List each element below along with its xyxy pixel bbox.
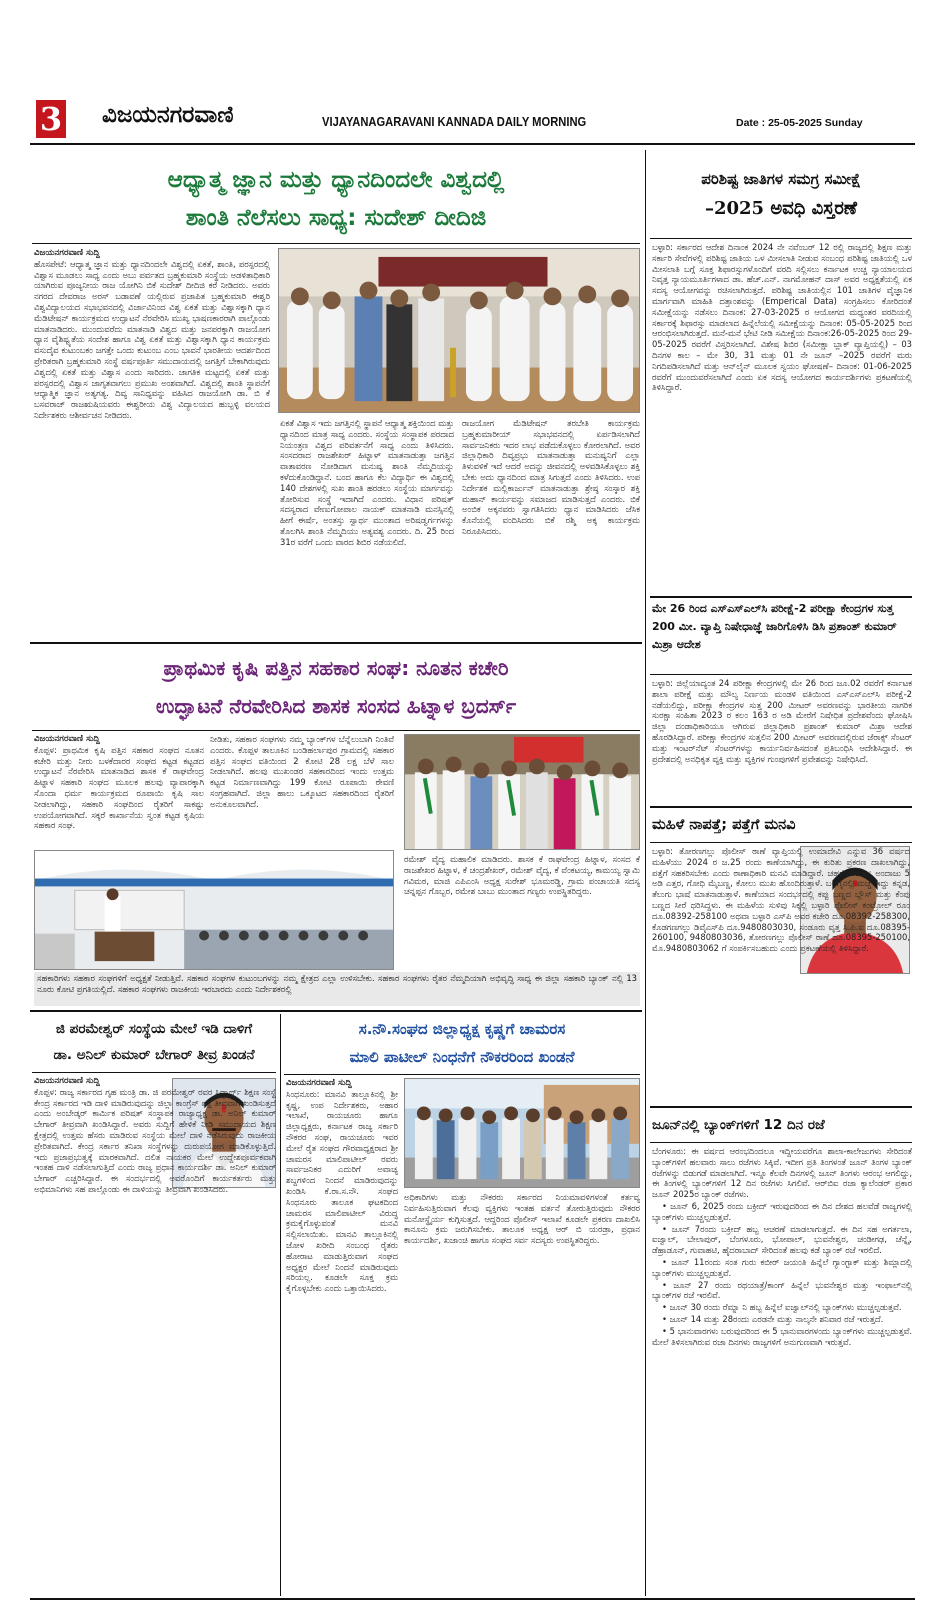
right4-headline-rule: [650, 1142, 912, 1143]
right3-headline-rule: [650, 842, 912, 843]
right1-headline-line1: ಪರಿಶಿಷ್ಟ ಜಾತಿಗಳ ಸಮಗ್ರ ಸಮೀಕ್ಷೆ: [701, 170, 861, 188]
story4-byline: ವಿಜಯನಗರವಾಣಿ ಸುದ್ದಿ: [286, 1078, 352, 1088]
story3-divider: [280, 1014, 281, 1596]
right3-headline: ಮಹಿಳೆ ನಾಪತ್ತೆ; ಪತ್ತೆಗೆ ಮನವಿ: [652, 817, 796, 833]
story3-byline: ವಿಜಯನಗರವಾಣಿ ಸುದ್ದಿ: [34, 1076, 100, 1086]
story2-headline-rule: [32, 730, 640, 731]
right1-headline-rule: [650, 238, 912, 239]
story4-col2-text: ಅಧಿಕಾರಿಗಳು ಮತ್ತು ನೌಕರರು ಸರ್ಕಾರದ ನಿಯಮಾವಳಿಗಳಂತೆ ಕರ್ತವ್ಯ ನಿರ್ವಹಿಸುತ್ತಿರುವಾಗ ಕೆಲವು ವ್ಯಕ್ತಿಗಳು ಇಂತಹ ವರ್ತನೆ ತೋರುತ್ತಿರುವುದು ನೌಕರರ ಮನೋಸ್ಥೈರ್ಯ ಕುಗ್ಗಿಸುತ್ತದೆ. ಆದ್ದರಿಂದ ಪೊಲೀಸ್ ಇಲಾಖೆ ಕೂಡಲೇ ಪ್ರಕರಣ ದಾಖಲಿಸಿ ಕಾನೂನು ಕ್ರಮ ಜರುಗಿಸಬೇಕು. ತಾಲೂಕ ಅಧ್ಯಕ್ಷ ಆರ್ ಬಿ ಯರಡ್ರಾ, ಪ್ರಧಾನ ಕಾರ್ಯದರ್ಶಿ, ಖಜಾಂಚಿ ಹಾಗೂ ಸಂಘದ ಸರ್ವ ಸದಸ್ಯರು ಉಪಸ್ಥಿತರಿದ್ದರು.: [404, 1192, 640, 1246]
paper-name-kannada: ವಿಜಯನಗರವಾಣಿ: [102, 102, 234, 128]
story2-col2: [210, 734, 394, 846]
story4-col1: [286, 1078, 398, 1596]
page-number-badge: 3: [36, 100, 66, 138]
masthead-rule: [30, 143, 915, 145]
right1-body-text: ಬಳ್ಳಾರಿ: ಸರ್ಕಾರದ ಆದೇಶ ದಿನಾಂಕ 2024 ನೇ ನವೆಂಬರ್ 12 ರಲ್ಲಿ ರಾಜ್ಯದಲ್ಲಿ ಶಿಕ್ಷಣ ಮತ್ತು ಸರ್ಕಾರಿ ಸೇವೆಗಳಲ್ಲಿ ಪರಿಶಿಷ್ಟ ಜಾತಿಯ ಒಳ ಮೀಸಲಾತಿ ನೀಡುವ ಸಂಬಂಧ ಪರಿಶಿಷ್ಟ ಜಾತಿಯಲ್ಲಿ ಒಳ ಮೀಸಲಾತಿ ಬಗ್ಗೆ ಸೂಕ್ತ ಶಿಫಾರಸ್ಸುಗಳೊಂದಿಗೆ ವರದಿ ಸಲ್ಲಿಸಲು ಕರ್ನಾಟಕ ಉಚ್ಚ ನ್ಯಾಯಾಲಯದ ನಿವೃತ್ತ ನ್ಯಾಯಮೂರ್ತಿಗಳಾದ ಡಾ. ಹೆಚ್.ಎನ್. ನಾಗಮೋಹನ್ ದಾಸ್ ಅವರ ಅಧ್ಯಕ್ಷತೆಯಲ್ಲಿ ಏಕ ಸದಸ್ಯ ಆಯೋಗವನ್ನು ರಚಿಸಲಾಗಿರುತ್ತದೆ. ಪರಿಶಿಷ್ಟ ಜಾತಿಯಲ್ಲಿನ 101 ಜಾತಿಗಳ ವೈಜ್ಞಾನಿಕ ಮಾರ್ಗವಾಗಿ ಮಾಹಿತಿ ದತ್ತಾಂಶವನ್ನು (Emperical Data) ಸಂಗ್ರಹಿಸಲು ಕೋರಿದಂತೆ ಸಮೀಕ್ಷೆಯನ್ನು ನಡೆಸಲು ದಿನಾಂಕ: 27-03-2025 ರ ಆಯೋಗದ ಮಧ್ಯಂತರ ವರದಿಯಲ್ಲಿ ಸರ್ಕಾರಕ್ಕೆ ಶಿಫಾರಸ್ಸು ಮಾಡಲಾದ ಹಿನ್ನೆಲೆಯಲ್ಲಿ ಸಮೀಕ್ಷೆಯನ್ನು ದಿನಾಂಕ: 05-05-2025 ರಿಂದ ಆರಂಭಿಸಲಾಗಿರುತ್ತದೆ. ಮನೆ-ಮನೆ ಭೇಟಿ ನೀಡಿ ಸಮೀಕ್ಷೆಯ ದಿನಾಂಕ:26-05-2025 ರಿಂದ 29-05-2025 ರವರೆಗೆ ವಿಸ್ತರಿಸಲಾಗಿದೆ. ವಿಶೇಷ ಶಿಬಿರ (ಸಮೀಕ್ಷಾ ಬ್ಲಾಕ್ ವ್ಯಾಪ್ತಿಯಲ್ಲಿ) – 03 ದಿನಗಳ ಕಾಲ – ಮೇ 30, 31 ಮತ್ತು 01 ನೇ ಜೂನ್ –2025 ರವರೆಗೆ ಮರು ನಿಗದಿಪಡಿಸಲಾಗಿದೆ ಮತ್ತು ಆನ್‌ಲೈನ್ ಮೂಲಕ ಸ್ವಯಂ ಘೋಷಣೆ– ದಿನಾಂಕ: 01-06-2025 ರವರೆಗೆ ಮುಂದುವರೆಸಲಾಗಿದೆ ಎಂದು ಏಕ ಸದಸ್ಯ ಆಯೋಗದ ಕಾರ್ಯದರ್ಶಿಗಳು ಪ್ರಕಟಣೆಯಲ್ಲಿ ತಿಳಿಸಿದ್ದಾರೆ.: [652, 242, 912, 393]
story4-col1-text: ಸಿಂಧನೂರು: ಮಾನವಿ ತಾಲ್ಲೂಕಿನಲ್ಲಿ ಶ್ರೀ ಕೃಷ್ಣ, ಉಪ ನಿರ್ದೇಶಕರು, ಅಹಾರ ಇಲಾಖೆ, ರಾಯಚೂರು ಹಾಗೂ ಜಿಲ್ಲಾಧ್ಯಕ್ಷರು, ಕರ್ನಾಟಕ ರಾಜ್ಯ ಸರ್ಕಾರಿ ನೌಕರರ ಸಂಘ, ರಾಯಚೂರು ಇವರ ಮೇಲೆ ರೈತ ಸಂಘದ ಗೌರವಾಧ್ಯಕ್ಷರಾದ ಶ್ರೀ ಚಾಮರಸ ಮಾಲಿಪಾಟೀಲ್ ರವರು ಸಾರ್ವಜನಿಕರ ಎದುರಿಗೆ ಅವಾಚ್ಯ ಶಬ್ದಗಳಿಂದ ನಿಂದನೆ ಮಾಡಿರುವುದನ್ನು ಖಂಡಿಸಿ ಕೆ.ರಾ.ಸ.ನೌ. ಸಂಘದ ಸಿಂಧನೂರು ತಾಲೂಕ ಘಟಕದಿಂದ ಚಾಮರಸ ಮಾಲಿಪಾಟೀಲ್ ವಿರುದ್ಧ ಕ್ರಮಕೈಗೊಳ್ಳುವಂತೆ ಮನವಿ ಸಲ್ಲಿಸಲಾಯಿತು. ಮಾನವಿ ತಾಲ್ಲೂಕಿನಲ್ಲಿ ಜೋಳ ಖರೀದಿ ಸಂಬಂಧ ರೈತರು ಹೋರಾಟ ಮಾಡುತ್ತಿರುವಾಗ ಸಂಘದ ಅಧ್ಯಕ್ಷರ ಮೇಲೆ ನಿಂದನೆ ಮಾಡಿರುವುದು ಸರಿಯಲ್ಲ. ಕೂಡಲೇ ಸೂಕ್ತ ಕ್ರಮ ಕೈಗೊಳ್ಳಬೇಕು ಎಂದು ಒತ್ತಾಯಿಸಿದರು.: [286, 1088, 398, 1294]
story1-col2-text: ಏಕತೆ ವಿಶ್ವಾಸ ಇದು ಜಗತ್ತಿನಲ್ಲಿ ಸ್ಥಾಪನೆ ಆಧ್ಯಾತ್ಮ ಶಕ್ತಿಯಿಂದ ಮತ್ತು ಧ್ಯಾನದಿಂದ ಮಾತ್ರ ಸಾಧ್ಯ ಎಂದರು. ಸಂಸ್ಥೆಯ ಸಂಸ್ಥಾಪಕ ಪರದಾದ ನಿಯಂತ್ರಣ ವಿಶ್ವದ ಪರಿವರ್ತನೆಗೆ ಸಾಧ್ಯ ಎಂದು ತಿಳಿಸಿದರು. ಸಂಸದರಾದ ರಾಜಶೇಖರ್ ಹಿಟ್ನಾಳ್ ಮಾತನಾಡುತ್ತಾ ಜಗತ್ತಿನ ವಾತಾವರಣ ನೋಡಿದಾಗ ಮನುಷ್ಯ ಶಾಂತಿ ನೆಮ್ಮದಿಯನ್ನು ಕಳೆದುಕೊಂಡಿದ್ದಾನೆ. ಬಂದ ಹಾಗೂ ಕೆಲ ವಿದ್ಯಾರ್ಥಿ ಈ ವಿಶ್ವದಲ್ಲಿ 140 ದೇಶಗಳಲ್ಲಿ ಸುಖ ಶಾಂತಿ ಹರಡಲು ಸಂಸ್ಥೆಯ ಮಾರ್ಗವನ್ನು ತೋರಿಸುವ ಸಂಸ್ಥೆ ಇದಾಗಿದೆ ಎಂದರು. ವಿಧಾನ ಪರಿಷತ್ ಸದಸ್ಯರಾದ ವೇಣುಗೋಪಾಲ ನಾಯಕ್ ಮಾತನಾಡಿ ಮನಸ್ಸಿನಲ್ಲಿ ಹೀಗೆ ಈರ್ಷೆ, ಅಂತಸ್ತು ಸ್ವಾರ್ಥ ಮುಂತಾದ ಅರಿಷಡ್ವರ್ಗಗಳನ್ನು ತೊಲಗಿಸಿ ಶಾಂತಿ ನೆಮ್ಮದಿಯು ಅತ್ಯವಶ್ಯ ಎಂದರು. ದಿ. 25 ರಿಂದ 31ರ ವರೆಗೆ ಒಂದು ವಾರದ ಶಿಬಿರ ನಡೆಯಲಿದೆ.: [280, 418, 454, 547]
story1-col1: [34, 248, 270, 638]
story3-headline: [32, 1014, 276, 1070]
bank-holiday-item: • 5 ಭಾನುವಾರಗಳು ಬರುವುದರಿಂದ ಈ 5 ಭಾನುವಾರಗಳಂದು ಬ್ಯಾಂಕ್‌ಗಳು ಮುಚ್ಚಲ್ಪಡುತ್ತವೆ. ಮೇಲೆ ತಿಳಿಸಲಾಗಿರುವ ರಜಾ ದಿನಗಳು ರಾಜ್ಯಗಳಿಗೆ ಅನುಗುಣವಾಗಿ ಇರುತ್ತವೆ.: [652, 1325, 912, 1347]
right1-body: [652, 242, 912, 594]
bank-holiday-item: • ಜೂನ್ 30 ರಂದು ರೆಮ್ನಾ ನಿ ಹಬ್ಬ ಹಿನ್ನೆಲೆ ಐಜ್ವಾಲ್‌ನಲ್ಲಿ ಬ್ಯಾಂಕ್‌ಗಳು ಮುಚ್ಚಲ್ಪಡುತ್ತವೆ.: [662, 1302, 902, 1313]
issue-date: Date : 25-05-2025 Sunday: [736, 117, 863, 129]
story2-photo-right: [404, 734, 640, 850]
right2-headline-text: ಮೇ 26 ರಿಂದ ಎಸ್‌ಎಸ್‌ಎಲ್‌ಸಿ ಪರೀಕ್ಷೆ-2 ಪರೀಕ್ಷಾ ಕೇಂದ್ರಗಳ ಸುತ್ತ 200 ಮೀ. ವ್ಯಾಪ್ತಿ ನಿಷೇಧಾಜ್ಞೆ ಜಾರಿಗೊಳಿಸಿ ಡಿಸಿ ಪ್ರಶಾಂತ್ ಕುಮಾರ್ ಮಿಶ್ರಾ ಆದೇಶ: [652, 602, 897, 651]
page-bottom-rule: [30, 1598, 915, 1600]
bank-holiday-item: • ಜೂನ್ 6, 2025 ರಂದು ಬಕ್ರೀದ್ ಇರುವುದರಿಂದ ಈ ದಿನ ದೇಶದ ಹಲವೆಡೆ ರಾಜ್ಯಗಳಲ್ಲಿ ಬ್ಯಾಂಕ್‌ಗಳು ಮುಚ್ಚಲ್ಪಡುತ್ತವೆ.: [652, 1200, 912, 1222]
bank-holiday-item: • ಜೂನ್ 27 ರಂದು ರಥಯಾತ್ರೆ/ಕಾಂಗ್ ಹಿನ್ನೆಲೆ ಭುವನೇಶ್ವರ ಮತ್ತು ಇಂಫಾಲ್‌ನಲ್ಲಿ ಬ್ಯಾಂಕ್‌ಗಳ ರಜೆ ಇರಲಿವೆ.: [652, 1279, 912, 1301]
story1-col3-text: ರಾಜಯೋಗ ಮೆಡಿಟೇಷನ್ ತರಬೇತಿ ಕಾರ್ಯಕ್ರಮ ಬ್ರಹ್ಮಕುಮಾರೀಯ್ ಸಭಾಭವನದಲ್ಲಿ ಏರ್ಪಡಿಸಲಾಗಿದೆ ಸಾರ್ವಜನಿಕರು ಇದರ ಲಾಭ ಪಡೆದುಕೊಳ್ಳಲು ಕೋರಲಾಗಿದೆ. ಅವರ ಜಿಲ್ಲಾಧಿಕಾರಿ ದಿವ್ಯಪ್ರಭು ಮಾತನಾಡುತ್ತಾ ಮನುಷ್ಯನಿಗೆ ಎಲ್ಲಾ ತಿಳುವಳಿಕೆ ಇದೆ ಆದರೆ ಅದನ್ನು ಜೀವನದಲ್ಲಿ ಅಳವಡಿಸಿಕೊಳ್ಳಲು ಶಕ್ತಿ ಬೇಕು ಅದು ಧ್ಯಾನದಿಂದ ಮಾತ್ರ ಸಿಗುತ್ತದೆ ಎಂದು ತಿಳಿಸಿದರು. ಉಪ ನಿರ್ದೇಶಕ ಮಲ್ಲಿಕಾರ್ಜುನ್ ಮಾತನಾಡುತ್ತಾ ಶ್ರೇಷ್ಠ ಸಂಸ್ಕಾರ ಶಕ್ತಿ ಮಹಾನ್ ಕಾರ್ಯವನ್ನು ಸಮಾಜದ ಮಾಡಿಸುತ್ತದೆ ಎಂದರು. ಬಿಕೆ ಅಂಬಿಕ ಅಕ್ಕನವರು ಸ್ವಾಗತಿಸಿದರು ಧ್ಯಾನ ಮಾಡಿಸಿದರು ಜೆಸಿಕ ಕೊನೆಯಲ್ಲಿ ವಂದಿಸಿದರು ಬಿಕೆ ರಶ್ಮಿ ಅಕ್ಕ ಕಾರ್ಯಕ್ರಮ ನಿರೂಪಿಸಿದರು.: [462, 418, 640, 536]
story3-body: [34, 1076, 276, 1596]
story1-headline-line2: ಶಾಂತಿ ನೆಲೆಸಲು ಸಾಧ್ಯ: ಸುದೇಶ್ ದೀದಿಜಿ: [185, 205, 487, 231]
story2-caption-text: ಸಹಕಾರಿಗಳು ಸಹಕಾರ ಸಂಘಗಳಿಗೆ ಅಧ್ಯಕ್ಷತೆ ನೀಡುತ್ತಿವೆ. ಸಹಕಾರ ಸಂಘಗಳ ಕುಟುಂಬಗಳನ್ನು ನಮ್ಮ ಕ್ಷೇತ್ರದ ಎಲ್ಲಾ ಉಳಿಸಬೇಕು. ಸಹಕಾರ ಸಂಘಗಳು ರೈತರ ನೆಮ್ಮದಿಯಾಗಿ ಅಭಿವೃದ್ಧಿ ಸಾಧ್ಯ ಈ ಜಿಲ್ಲಾ ಸಹಕಾರಿ ಬ್ಯಾಂಕ್ ನಲ್ಲಿ 13 ನೂರು ಕೋಟಿ ಪ್ರಗತಿಯಲ್ಲಿದೆ. ಸಹಕಾರ ಸಂಘಗಳು ರಾಜಕೀಯ ಇರಬಾರದು ಎಂದು ನಿರ್ದೇಶಕರಲ್ಲಿ: [37, 973, 637, 994]
bank-holiday-item: • ಜೂನ್ 7ರಂದು ಬಕ್ರೀದ್ ಹಬ್ಬ ಆಚರಣೆ ಮಾಡಲಾಗುತ್ತದೆ. ಈ ದಿನ ಸಹ ಅಗರ್ತಲಾ, ಐಜ್ವಾಲ್, ಬೇಲಾಪುರ್, ಬೆಂಗಳೂರು, ಭೋಪಾಲ್, ಭುವನೇಶ್ವರ, ಚಂಡೀಗಢ, ಚೆನ್ನೈ, ಡೆಹ್ರಾಡೂನ್, ಗುವಾಹಟಿ, ಹೈದರಾಬಾದ್ ಸೇರಿದಂತೆ ಹಲವು ಕಡೆ ಬ್ಯಾಂಕ್ ರಜೆ ಇರಲಿದೆ.: [652, 1223, 912, 1256]
story2-bottom-rule: [30, 1010, 642, 1012]
right4-headline: ಜೂನ್‌ನಲ್ಲಿ ಬ್ಯಾಂಕ್‌ಗಳಿಗೆ 12 ದಿನ ರಜೆ: [652, 1117, 825, 1133]
right2-top-rule: [650, 596, 912, 598]
story2-col3: [404, 854, 640, 970]
right3-body-text: ಬಳ್ಳಾರಿ: ತೋರಣಗಲ್ಲು ಪೊಲೀಸ್ ಠಾಣೆ ವ್ಯಾಪ್ತಿಯಲ್ಲಿ ಉಮಾದೇವಿ ಎನ್ನುವ 36 ವರ್ಷದ ಮಹಿಳೆಯು 2024 ರ ಜ.25 ರಂದು ಕಾಣೆಯಾಗಿದ್ದು, ಈ ಕುರಿತು ಪ್ರಕರಣ ದಾಖಲಾಗಿದ್ದು, ಪತ್ತೆಗೆ ಸಹಕರಿಸಬೇಕು ಎಂದು ಠಾಣಾಧಿಕಾರಿ ಮನವಿ ಮಾಡಿದ್ದಾರೆ. ಚಹರೆ ಗುರುತು: ಅಂದಾಜು 5 ಅಡಿ ಎತ್ತರ, ಗೋಧಿ ಮೈಬಣ್ಣ, ಕೋಲು ಮುಖ ಹೊಂದಿರುತ್ತಾಳೆ. ಬಲಗೈನಲ್ಲಿ ಮಚ್ಚೆ ಇದ್ದು ಕನ್ನಡ, ತೆಲುಗು ಭಾಷೆ ಮಾತನಾಡುತ್ತಾಳೆ. ಕಾಣೆಯಾದ ಸಂದರ್ಭದಲ್ಲಿ ಕಪ್ಪು ಬಣ್ಣದ ಬ್ಲೌಸ್ ಮತ್ತು ಕೆಂಪು ಬಣ್ಣದ ಸೀರೆ ಧರಿಸಿದ್ದಳು. ಈ ಮಹಿಳೆಯ ಸುಳಿವು ಸಿಕ್ಕಲ್ಲಿ ಬಳ್ಳಾರಿ ಪೊಲೀಸ್ ಕಂಟ್ರೋಲ್ ರೂಂ ದೂ.08392-258100 ಅಥವಾ ಬಳ್ಳಾರಿ ಎಸ್‌ಪಿ ಅವರ ಕಚೇರಿ ದೂ.08392-258300, ಕೊಡಗಣಗಲ್ಲು ಡಿವೈಎಸ್‌ಪಿ ದೂ.9480803030, ಸಂಡೂರು ವೃತ್ತ ಸಿ.ಪಿ.ಐ ದೂ.08395-260100, 9480803036, ತೋರಣಗಲ್ಲು ಪೊಲೀಸ್ ಠಾಣೆ ದೂ.08395-250100, ಮೊ.9480803062 ಗೆ ಸಂಪರ್ಕಿಸಬಹುದು ಎಂದು ಪ್ರಕಟಣೆಯಲ್ಲಿ ತಿಳಿಸಿದ್ದಾರೆ.: [652, 846, 910, 954]
story3-body-text: ಕೊಪ್ಪಳ: ರಾಜ್ಯ ಸರ್ಕಾರದ ಗೃಹ ಮಂತ್ರಿ ಡಾ. ಜಿ ಪರಮೇಶ್ವರ್ ರವರ ಸಿದ್ಧಾರ್ಥ್ ಶಿಕ್ಷಣ ಸಂಸ್ಥೆ ಕೇಂದ್ರ ಸರ್ಕಾರದ ಇಡಿ ದಾಳಿ ಮಾಡಿರುವುದನ್ನು ಜಿಲ್ಲಾ ಕಾಂಗ್ರೆಸ್ ಪಕ್ಷ ತೀವ್ರವಾಗಿ ಖಂಡಿಸುತ್ತದೆ ಎಂದು ಅಂಬೇಡ್ಕರ್ ಕಾರ್ಮಿಕ ಪರಿಷತ್ ಸಂಸ್ಥಾಪಕ ರಾಜ್ಯಾಧ್ಯಕ್ಷ ಡಾ. ಅನಿಲ್ ಕುಮಾರ್ ಬೇಗಾರ್ ತೀವ್ರವಾಗಿ ಖಂಡಿಸಿದ್ದಾರೆ. ಅವರು ಸುದ್ದಿಗೆ ಹೇಳಿಕೆ ನೀಡಿ ಸಮುದಾಯದ ಶಿಕ್ಷಣ ಕ್ಷೇತ್ರದಲ್ಲಿ ಉತ್ತಮ ಹೆಸರು ಮಾಡಿರುವ ಸಂಸ್ಥೆಯ ಮೇಲೆ ದಾಳಿ ನಡೆಸಿರುವುದು ರಾಜಕೀಯ ಪ್ರೇರಿತವಾಗಿದೆ. ಕೇಂದ್ರ ಸರ್ಕಾರ ತನಿಖಾ ಸಂಸ್ಥೆಗಳನ್ನು ದುರುಪಯೋಗ ಮಾಡಿಕೊಳ್ಳುತ್ತಿದೆ. ಇದು ಪ್ರಜಾಪ್ರಭುತ್ವಕ್ಕೆ ಮಾರಕವಾಗಿದೆ. ದಲಿತ ನಾಯಕರ ಮೇಲೆ ಉದ್ದೇಶಪೂರ್ವಕವಾಗಿ ಇಂತಹ ದಾಳಿ ನಡೆಸಲಾಗುತ್ತಿದೆ ಎಂದು ರಾಜ್ಯ ಪ್ರಧಾನ ಕಾರ್ಯದರ್ಶಿ ಡಾ. ಅನಿಲ್ ಕುಮಾರ್ ಬೇಗಾರ್ ಎಚ್ಚರಿಸಿದ್ದಾರೆ. ಈ ಸಂದರ್ಭದಲ್ಲಿ ಅವರೊಂದಿಗೆ ಕಾರ್ಯಕರ್ತರು ಮತ್ತು ಅಭಿಮಾನಿಗಳು ಸಹ ಪಾಲ್ಗೊಂಡು ಈ ದಾಳಿಯನ್ನು ತೀವ್ರವಾಗಿ ಖಂಡಿಸಿದರು.: [34, 1086, 276, 1194]
story4-col2: [404, 1192, 640, 1596]
masthead: [30, 96, 915, 141]
right-column-divider: [645, 150, 646, 1596]
story1-col1-text: ಹೊಸಪೇಟೆ: ಆಧ್ಯಾತ್ಮ ಜ್ಞಾನ ಮತ್ತು ಧ್ಯಾನದಿಂದಲೇ ವಿಶ್ವದಲ್ಲಿ ಏಕತೆ, ಶಾಂತಿ, ಪರಸ್ಪರದಲ್ಲಿ ವಿಶ್ವಾಸ ಮೂಡಲು ಸಾಧ್ಯ ಎಂದು ಅಬು ಪರ್ವತದ ಬ್ರಹ್ಮಕುಮಾರಿ ಸಂಸ್ಥೆಯ ಅಡಳಿತಾಧಿಕಾರಿ ಯಾಗಿರುವ ಪೂಜ್ಯನೀಯ ರಾಜ ಯೋಗಿನಿ ಬಿಕೆ ಸುದೇಶ್ ದೀದಿಜಿ ಕರೆ ನೀಡಿದರು. ಅವರು ನಗರದ ದೇವರಾಜ ಅರಸ್ ಬಡಾವಣೆ ಯಲ್ಲಿರುವ ಪ್ರಜಾಪಿತ ಬ್ರಹ್ಮಕುಮಾರಿ ಈಶ್ವರಿ ವಿಶ್ವವಿದ್ಯಾಲಯದ ಸಭಾಭವನದಲ್ಲಿ ವಿರ್ಜಾವಿನಿಂದ ವಿಶ್ವ ಏಕತೆ ಮತ್ತು ವಿಶ್ವಾಸಕ್ಕಾಗಿ ಧ್ಯಾನ ಮೆಡಿಟೇಷನ್ ಕಾರ್ಯಕ್ರಮದ ಉದ್ಘಾಟನೆ ನೆರವೇರಿಸಿ ಮುಖ್ಯ ಭಾಷಣಕಾರರಾಗಿ ಪಾಲ್ಗೊಂಡು ಮಾತನಾಡಿದರು. ಮುಂದುವರೆದು ಮಾತನಾಡಿ ವಿಶ್ವದ ಮತ್ತು ಜನಪರಕ್ಕಾಗಿ ರಾಜಯೋಗ ಧ್ಯಾನ ವೈಶಿಷ್ಟ್ಯತೆಯ ಸಂದೇಶ ಹಾಗೂ ವಿಶ್ವ ಏಕತೆ ಮತ್ತು ವಿಶ್ವಾಸಕ್ಕಾಗಿ ಧ್ಯಾನ ಕಾರ್ಯಕ್ರಮ ವಸುದೈವ ಕುಟುಂಬಕಂ ಜಗತ್ತೇ ಒಂದು ಕುಟುಂಬ ಎಂಬ ಭಾವನೆ ಭಾರತೀಯ ಆದರ್ಶದಿಂದ ಪ್ರೇರಿತರಾಗಿ ಬ್ರಹ್ಮಕುಮಾರಿ ಸಂಸ್ಥೆ ವರ್ಷಪೂರ್ತಿ ಸಮುದಾಯದಲ್ಲಿ ಜಗತ್ತಿಗೆ ಬೇಕಾಗಿರುವುದು ವಿಶ್ವದಲ್ಲಿ ಏಕತೆ ಮತ್ತು ವಿಶ್ವಾಸ ಎಂದು ಸಾರಿದರು. ಜಾಗತಿಕ ಮಟ್ಟದಲ್ಲಿ ಏಕತೆ ಮತ್ತು ಪರಸ್ಪರದಲ್ಲಿ ವಿಶ್ವಾಸ ಜಾಗೃತವಾಗಲು ಪ್ರಮುಖ ಅಂಶವಾಗಿದೆ. ವಿಶ್ವದಲ್ಲಿ ಶಾಂತಿ ಸ್ಥಾಪನೆಗೆ ಆಧ್ಯಾತ್ಮಿಕ ಜ್ಞಾನ ಅತ್ಯಗತ್ಯ. ದಿವ್ಯ ಸಾನಿಧ್ಯವನ್ನು ವಹಿಸಿದ ರಾಜಯೋಗಿ ಡಾ. ಬಿ ಕೆ ಬಸವರಾಜ್ ರಾಜಋಷಿಯವರು ಈಶ್ವರೀಯ ವಿಶ್ವ ವಿದ್ಯಾಲಯದ ಹುಬ್ಬಳ್ಳಿ ವಲಯದ ನಿರ್ದೇಶಕರು ಆಶೀರ್ವಚನ ನೀಡಿದರು.: [34, 258, 270, 420]
story2-headline-line1: ಪ್ರಾಥಮಿಕ ಕೃಷಿ ಪತ್ತಿನ ಸಹಕಾರ ಸಂಘ: ನೂತನ ಕಚೇರಿ: [163, 656, 509, 680]
story4-headline-line1: ಸ.ನೌ.ಸಂಘದ ಜಿಲ್ಲಾಧ್ಯಕ್ಷ ಕೃಷ್ಣಗೆ ಚಾಮರಸ: [358, 1020, 566, 1038]
right1-headline: [650, 153, 912, 235]
right2-body: [652, 678, 912, 804]
story3-headline-line1: ಜಿ ಪರಮೇಶ್ವರ್ ಸಂಸ್ಥೆಯ ಮೇಲೆ ಇಡಿ ದಾಳಿಗೆ: [55, 1021, 253, 1037]
bank-holiday-item: • ಜೂನ್ 11ರಂದು ಸಂತ ಗುರು ಕಬೀರ್ ಜಯಂತಿ ಹಿನ್ನೆಲೆ ಗ್ಯಾಂಗ್ಟಾಕ್ ಮತ್ತು ಶಿಮ್ಲಾದಲ್ಲಿ ಬ್ಯಾಂಕ್‌ಗಳು ಮುಚ್ಚಲ್ಪಡುತ್ತವೆ.: [652, 1256, 912, 1278]
story1-col3: [462, 418, 640, 638]
story1-photo: [278, 248, 640, 413]
right3-body: [652, 846, 910, 1104]
story4-headline-rule: [284, 1074, 640, 1075]
story2-col2-text: ನೀಡಿತು, ಸಹಕಾರ ಸಂಘಗಳು ನಮ್ಮ ಬ್ಯಾಂಕ್‌ಗಳ ಬೆನ್ನೆಲುಬಾಗಿ ನಿಂತಿವೆ ಎಂದರು. ಕೊಪ್ಪಳ ತಾಲೂಕಿನ ಬಂಡಿಹರ್ಲಾಪುರ ಗ್ರಾಮದಲ್ಲಿ ಸಹಕಾರ ಪತ್ತಿನ ಸಂಘದ ವತಿಯಿಂದ 2 ಕೋಟಿ 28 ಲಕ್ಷ ಬೆಳೆ ಸಾಲ ನೀಡಲಾಗಿದೆ. ಹಲವು ಮುಖಂಡರ ಸಹಕಾರದಿಂದ ಇಂದು ಉತ್ತಮ ಕಟ್ಟಡ ನಿರ್ಮಾಣವಾಗಿದ್ದು 199 ಕೋಟಿ ರೂಪಾಯಿ ಠೇವಣಿ ಸಂಗ್ರಹವಾಗಿದೆ. ಜಿಲ್ಲಾ ಹಾಲು ಒಕ್ಕೂಟದ ಸಹಕಾರದಿಂದ ರೈತರಿಗೆ ಅನುಕೂಲವಾಗಿದೆ.: [210, 734, 394, 809]
story2-col3-text: ರಮೇಶ್ ವೈದ್ಯ ಮಹಾಲಿಕ ಮಾಡಿದರು. ಶಾಸಕ ಕೆ ರಾಘವೇಂದ್ರ ಹಿಟ್ನಾಳ, ಸಂಸದ ಕೆ ರಾಜಶೇಖರ ಹಿಟ್ನಾಳ, ಕೆ ಚಂದ್ರಶೇಖರ್, ರಮೇಶ್ ವೈದ್ಯ, ಕೆ ವೆಂಕಟಯ್ಯ, ಕಾಮಯ್ಯ ಸ್ವಾಮಿ ಗವಿಮಠ, ಮಾಜಿ ಎಪಿಎಂಸಿ ಅಧ್ಯಕ್ಷ ಸುರೇಶ್ ಭೂಮರಡ್ಡಿ, ಗ್ರಾಮ ಪಂಚಾಯತಿ ಸದಸ್ಯ ಚನ್ನಪ್ಪನ ಗೊಬ್ಬರ, ರಮೇಶ ಬಾಬು ಮುಂತಾದ ಗಣ್ಯರು ಉಪಸ್ಥಿತರಿದ್ದರು.: [404, 854, 640, 897]
bank-holiday-item: • ಜೂನ್ 14 ಮತ್ತು 28ರಂದು ಎರಡನೇ ಮತ್ತು ನಾಲ್ಕನೇ ಶನಿವಾರ ರಜೆ ಇರುತ್ತದೆ.: [662, 1313, 884, 1324]
story1-col2: [280, 418, 454, 638]
story1-headline-rule: [32, 243, 640, 244]
story1-headline-line1: ಆಧ್ಯಾತ್ಮ ಜ್ಞಾನ ಮತ್ತು ಧ್ಯಾನದಿಂದಲೇ ವಿಶ್ವದಲ್ಲಿ: [167, 167, 505, 193]
story2-photo-left: [34, 850, 394, 970]
story2-headline-line2: ಉದ್ಘಾಟನೆ ನೆರವೇರಿಸಿದ ಶಾಸಕ ಸಂಸದ ಹಿಟ್ನಾಳ ಬ್ರದರ್ಸ್: [155, 694, 517, 718]
right2-headline: [652, 600, 910, 672]
right2-headline-rule: [650, 674, 912, 675]
right4-body: [652, 1146, 912, 1596]
story2-col1-text: ಕೊಪ್ಪಳ: ಪ್ರಾಥಮಿಕ ಕೃಷಿ ಪತ್ತಿನ ಸಹಕಾರ ಸಂಘದ ನೂತನ ಕಚೇರಿ ಮತ್ತು ನೀರು ಬಳಕೆದಾರರ ಸಂಘದ ಕಟ್ಟಡ ಕಟ್ಟಡದ ಉದ್ಘಾಟನೆ ನೆರವೇರಿಸಿ ಮಾತನಾಡಿದ ಶಾಸಕ ಕೆ ರಾಘವೇಂದ್ರ ಹಿಟ್ನಾಳ ಸಹಕಾರಿ ಸಂಘದ ಮೂಲಕ ಹಲವು ವ್ಯಾಪಾರಕ್ಕಾಗಿ ಸೊಂದಾ ಧರ್ಮ ಕಾರ್ಯಕ್ರಮದ ರೂಪಾಯಿ ಕೃಷಿ ಸಾಲ ನೀಡಲಾಗಿದ್ದು, ಸಹಕಾರಿ ಸಂಘದಿಂದ ರೈತರಿಗೆ ಸಾಕಷ್ಟು ಉಪಯೋಗವಾಗಿದೆ. ಸಕ್ಕರೆ ಕಾರ್ಖಾನೆಯ ಸ್ವಂತ ಕಟ್ಟಡ ಕೃಷಿಯ ಸಹಕಾರ ಸಂಘ.: [34, 744, 204, 831]
right4-top-rule: [650, 1106, 912, 1108]
story2-byline: ವಿಜಯನಗರವಾಣಿ ಸುದ್ದಿ: [34, 734, 100, 744]
story2-col1: [34, 734, 204, 846]
story2-caption: [34, 972, 640, 1006]
right4-intro: ಬೆಂಗಳೂರು: ಈ ವರ್ಷದ ಆರಂಭದಿಂದಲೂ ಇದ್ದೀಯವರೆಗೂ ಶಾಲಾ-ಕಾಲೇಜುಗಳು ಸೇರಿದಂತೆ ಬ್ಯಾಂಕ್‌ಗಳಿಗೆ ಹಲವಾರು ಸಾಲು ರಜೆಗಳು ಸಿಕ್ಕಿವೆ. ಇದೀಗ ಪ್ರತಿ ತಿಂಗಳಂತೆ ಜೂನ್ ತಿಂಗಳ ಬ್ಯಾಂಕ್ ರಜೆಗಳನ್ನು ಬಿಡುಗಡೆ ಮಾಡಲಾಗಿದೆ. ಇನ್ನೂ ಕೆಲವೇ ದಿನಗಳಲ್ಲಿ ಜೂನ್ ತಿಂಗಳು ಆರಂಭ ಆಗಲಿದ್ದು, ಈ ತಿಂಗಳಲ್ಲಿ ಬ್ಯಾಂಕ್‌ಗಳಿಗೆ 12 ದಿನ ರಜೆಗಳು ಸಿಗಲಿವೆ. ಆರ್‌ಬಿಐ ರಜಾ ಕ್ಯಾಲೆಂಡರ್ ಪ್ರಕಾರ ಜೂನ್ 2025ರ ಬ್ಯಾಂಕ್ ರಜೆಗಳು.: [652, 1146, 912, 1200]
story4-photo: [404, 1078, 640, 1188]
story1-bottom-rule: [30, 642, 642, 644]
right1-headline-line2: –2025 ಅವಧಿ ವಿಸ್ತರಣೆ: [704, 198, 857, 219]
story3-headline-rule: [32, 1072, 276, 1073]
paper-name-english: VIJAYANAGARAVANI KANNADA DAILY MORNING: [322, 114, 587, 129]
story3-headline-line2: ಡಾ. ಅನಿಲ್ ಕುಮಾರ್ ಬೇಗಾರ್ ತೀವ್ರ ಖಂಡನೆ: [53, 1047, 255, 1063]
right3-top-rule: [650, 806, 912, 808]
story4-headline: [284, 1014, 640, 1072]
story1-headline: [32, 157, 640, 241]
story2-headline: [32, 646, 640, 728]
story1-byline: ವಿಜಯನಗರವಾಣಿ ಸುದ್ದಿ: [34, 248, 100, 258]
right2-body-text: ಬಳ್ಳಾರಿ: ಜಿಲ್ಲೆಯಾದ್ಯಂತ 24 ಪರೀಕ್ಷಾ ಕೇಂದ್ರಗಳಲ್ಲಿ ಮೇ 26 ರಿಂದ ಜೂ.02 ರವರೆಗೆ ಕರ್ನಾಟಕ ಶಾಲಾ ಪರೀಕ್ಷೆ ಮತ್ತು ಮೌಲ್ಯ ನಿರ್ಣಯ ಮಂಡಳಿ ವತಿಯಿಂದ ಎಸ್‌ಎಸ್‌ಎಲ್‌ಸಿ ಪರೀಕ್ಷೆ-2 ನಡೆಯಲಿದ್ದು, ಪರೀಕ್ಷಾ ಕೇಂದ್ರಗಳ ಸುತ್ತ 200 ಮೀಟರ್ ಅವರಣವನ್ನು ಭಾರತೀಯ ನಾಗರಿಕ ಸುರಕ್ಷಾ ಸಂಹಿತಾ 2023 ರ ಕಲಂ 163 ರ ಅಡಿ ಮೇರೆಗೆ ನಿಷೇಧಿತ ಪ್ರದೇಶವೆಂದು ಘೋಷಿಸಿ ಜಿಲ್ಲಾ ದಂಡಾಧಿಕಾರಿಯೂ ಆಗಿರುವ ಜಿಲ್ಲಾಧಿಕಾರಿ ಪ್ರಶಾಂತ್ ಕುಮಾರ್ ಮಿಶ್ರಾ ಆದೇಶ ಹೊರಡಿಸಿದ್ದಾರೆ. ಪರೀಕ್ಷಾ ಕೇಂದ್ರಗಳ ಸುತ್ತಲಿನ 200 ಮೀಟರ್ ಅವರಣದಲ್ಲಿರುವ ಜೆರಾಕ್ಸ್ ಸೆಂಟರ್ ಮತ್ತು ಇಂಟರ್‌ನೆಟ್ ಸೆಂಟರ್‌ಗಳನ್ನು ಕಾರ್ಯನಿರ್ವಹಿಸದಂತೆ ಪ್ರತಿಬಂಧಿಸಿ ಆದೇಶಿಸಿದ್ದಾರೆ. ಈ ಪ್ರದೇಶದಲ್ಲಿ ಅನಧಿಕೃತ ವ್ಯಕ್ತಿ ಮತ್ತು ವ್ಯಕ್ತಿಗಳ ಗುಂಪುಗಳಿಗೆ ಪ್ರವೇಶವನ್ನು ನಿಷೇಧಿಸಿದೆ.: [652, 678, 912, 764]
story4-headline-line2: ಮಾಲಿ ಪಾಟೀಲ್ ನಿಂಧನೆಗೆ ನೌಕರರಿಂದ ಖಂಡನೆ: [349, 1048, 575, 1066]
